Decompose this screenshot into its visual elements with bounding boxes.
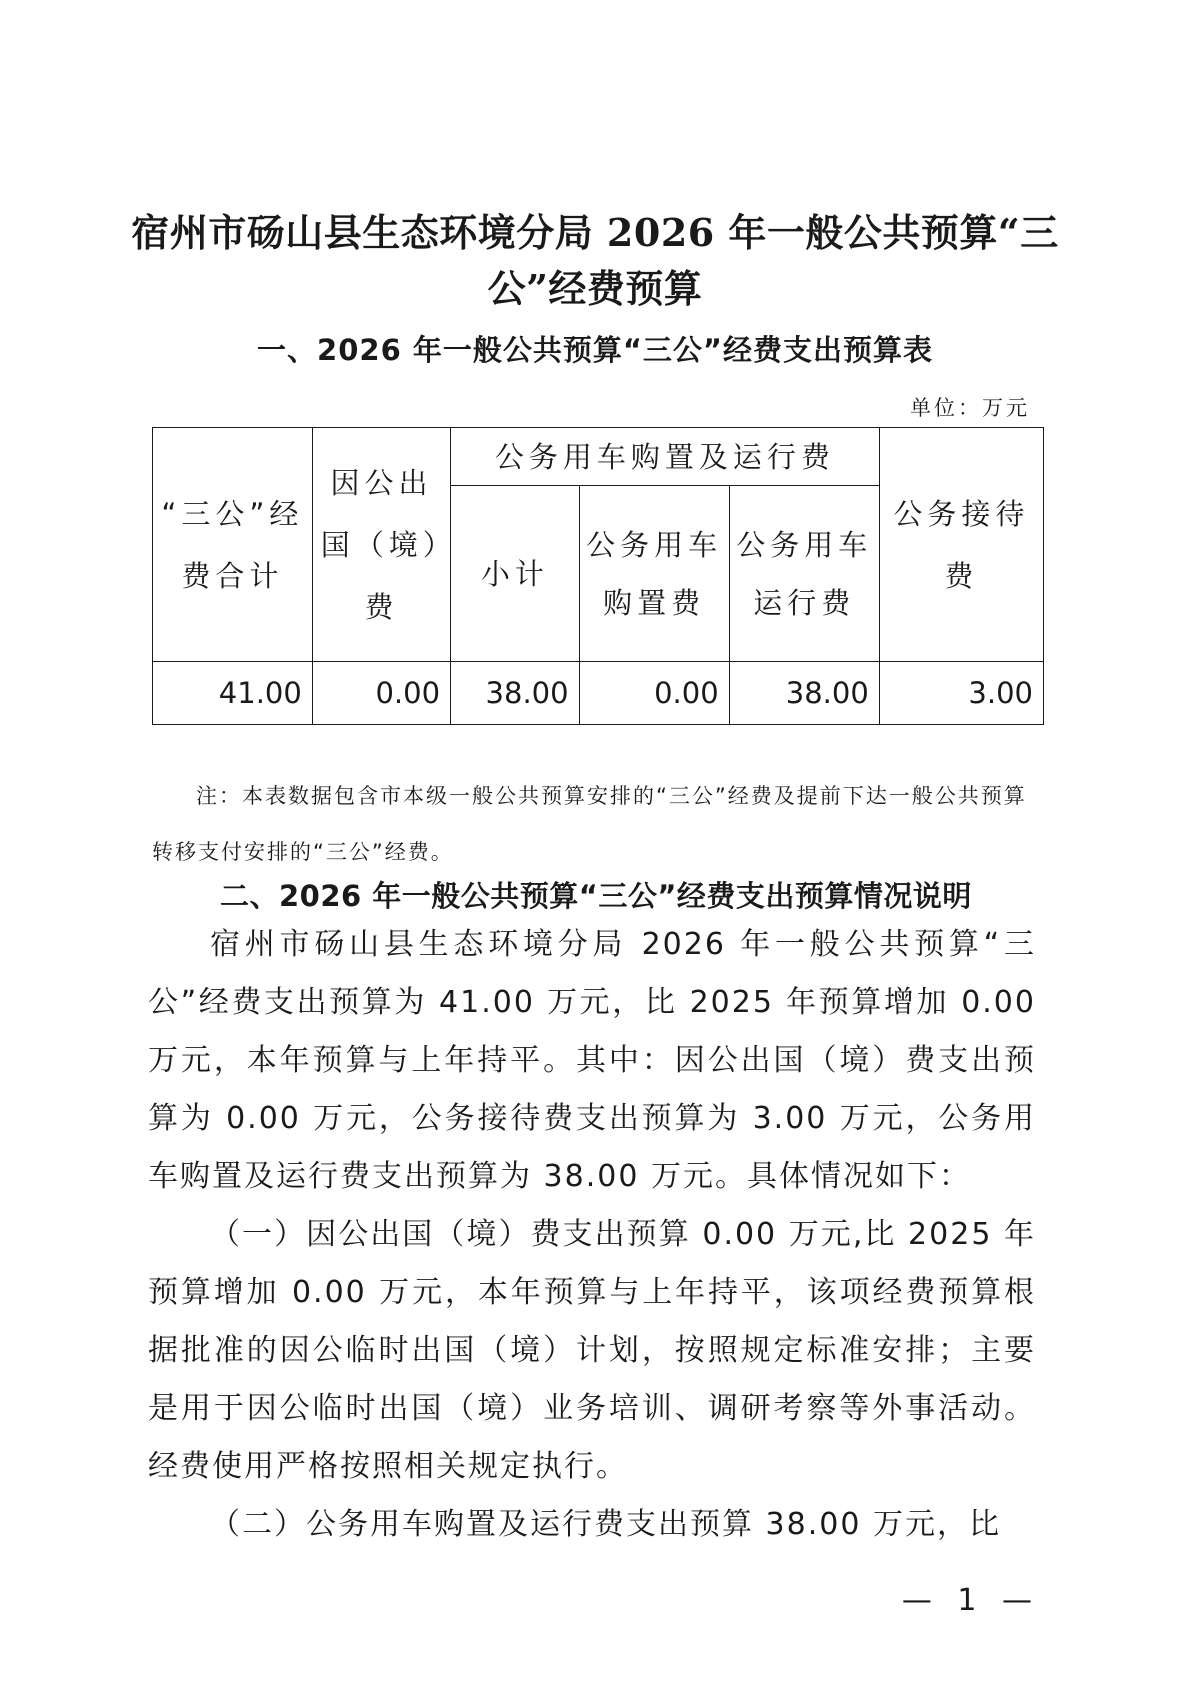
section-heading-table: 一、2026 年一般公共预算“三公”经费支出预算表 (257, 333, 933, 367)
table-note: 注：本表数据包含市本级一般公共预算安排的“三公”经费及提前下达一般公共预算转移支付安排的“三公”经费。 (152, 784, 1027, 864)
header-reception: 公务接待费 (879, 428, 1043, 662)
paragraph-summary: 宿州市砀山县生态环境分局 2026 年一般公共预算“三公”经费支出预算为 41.00 万元，比 2025 年预算增加 0.00 万元，本年预算与上年持平。其中：因公出国（境）费支出预算为 0.00 万元，公务接待费支出预算为 3.00 万元，公务用车购置及运行费支出预算为 38.00 万元。具体情况如下： (148, 927, 1036, 1194)
value-vehicle-operation: 38.00 (729, 662, 879, 725)
unit-label: 单位：万元 (910, 396, 1030, 420)
section-heading-explanation: 二、2026 年一般公共预算“三公”经费支出预算情况说明 (220, 879, 972, 913)
value-abroad: 0.00 (312, 662, 450, 725)
document-title: 宿州市砀山县生态环境分局 2026 年一般公共预算“三公”经费预算 (131, 210, 1059, 311)
value-total: 41.00 (153, 662, 313, 725)
header-vehicle-operation: 公务用车运行费 (729, 486, 879, 662)
paragraph-vehicle: （二）公务用车购置及运行费支出预算 38.00 万元，比 (210, 1507, 1001, 1542)
table-header-row (153, 428, 1044, 486)
paragraph-abroad: （一）因公出国（境）费支出预算 0.00 万元,比 2025 年预算增加 0.00 万元，本年预算与上年持平，该项经费预算根据批准的因公临时出国（境）计划，按照规定标准安排；主要是用于因公临时出国（境）业务培训、调研考察等外事活动。经费使用严格按照相关规定执行。 (148, 1217, 1036, 1484)
header-total: “三公”经费合计 (153, 428, 313, 662)
header-vehicle-group: 公务用车购置及运行费 (451, 428, 880, 486)
header-abroad: 因公出国（境）费 (312, 428, 450, 662)
budget-table (152, 427, 1044, 725)
header-vehicle-purchase: 公务用车购置费 (579, 486, 729, 662)
value-vehicle-subtotal: 38.00 (451, 662, 580, 725)
value-reception: 3.00 (879, 662, 1043, 725)
value-vehicle-purchase: 0.00 (579, 662, 729, 725)
header-vehicle-subtotal: 小计 (451, 486, 580, 662)
page-number: — 1 — (901, 1583, 1040, 1618)
table-row (153, 662, 1044, 725)
